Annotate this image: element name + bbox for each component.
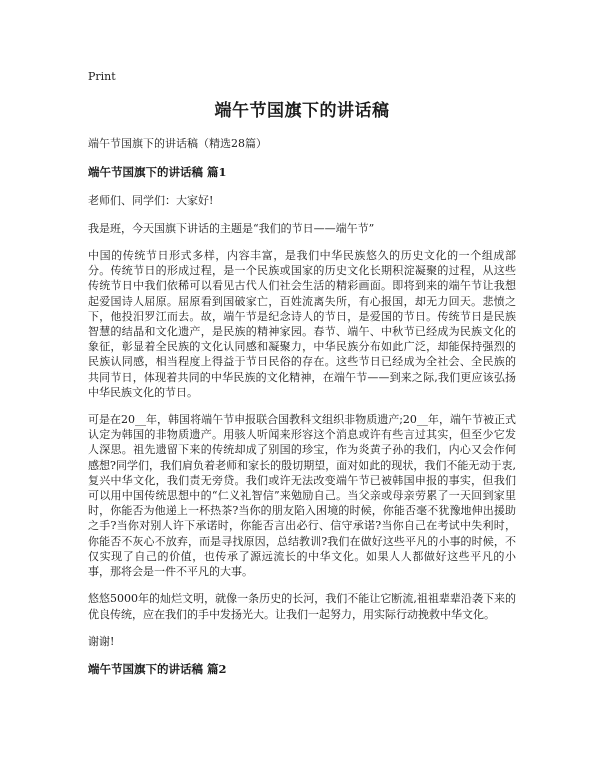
document-subtitle: 端午节国旗下的讲话稿（精选28篇） — [88, 137, 267, 150]
section-heading-1: 端午节国旗下的讲话稿 篇1 — [88, 165, 227, 179]
intro-paragraph: 我是班，今天国旗下讲话的主题是“我们的节日——端午节” — [88, 221, 375, 235]
page-title: 端午节国旗下的讲话稿 — [214, 101, 390, 121]
greeting-paragraph: 老师们、同学们：大家好! — [88, 194, 214, 207]
body-paragraph: 悠悠5000年的灿烂文明，就像一条历史的长河，我们不能让它断流,祖祖辈辈沿袭下来的优良传统，应在我们的手中发扬光大。让我们一起努力，用实际行动挽救中华文化。 — [88, 592, 516, 621]
section-heading-2: 端午节国旗下的讲话稿 篇2 — [88, 661, 227, 676]
closing-paragraph: 谢谢! — [88, 635, 115, 649]
body-paragraph: 可是在20__年，韩国将端午节申报联合国教科文组织非物质遗产;20__年，端午节被正式认定为韩国的非物质遗产。用骇人听闻来形容这个消息或许有些言过其实，但至少它发人深思。祖先遗留下来的传统却成了别国的珍宝，作为炎黄子孙的我们，内心又会作何感想?同学们，我们肩负着老师和家长的殷切期望，面对如此的现状，我们不能无动于衷,复兴中华文化，我们责无旁贷。我们或许无法改变端午节已被韩国申报的事实，但我们可以用中国传统思想中的“仁义礼智信”来勉励自己。当父亲或母亲劳累了一天回到家里时，你能否为他递上一杯热茶?当你的朋友陷入困境的时候，你能否毫不犹豫地伸出援助之手?当你对别人许下承诺时，你能否言出必行、信守承诺?当你自己在考试中失利时，你能否不灰心不放弃，而是寻找原因，总结教训?我们在做好这些平凡的小事的时候，不仅实现了自己的价值，也传承了源远流长的中华文化。如果人人都做好这些平凡的小事，那将会是一件不平凡的大事。 — [88, 413, 516, 579]
body-paragraph: 中国的传统节日形式多样，内容丰富，是我们中华民族悠久的历史文化的一个组成部分。传统节日的形成过程，是一个民族或国家的历史文化长期积淀凝聚的过程，从这些传统节日中我们依稀可以看见古代人们社会生活的精彩画面。即将到来的端午节让我想起爱国诗人屈原。屈原看到国破家亡，百姓流离失所，有心报国，却无力回天。悲愤之下，他投汨罗江而去。故，端午节是纪念诗人的节日，是爱国的节日。传统节日是民族智慧的结晶和文化遗产，是民族的精神家园。春节、端午、中秋节已经成为民族文化的象征，彰显着全民族的文化认同感和凝聚力，中华民族分布如此广泛，却能保持强烈的民族认同感，相当程度上得益于节日民俗的存在。这些节日已经成为全社会、全民族的共同节日，体现着共同的中华民族的文化精神，在端午节——到来之际,我们更应该弘扬中华民族文化的节日。 — [88, 249, 516, 399]
document-page — [88, 70, 516, 690]
print-link[interactable]: Print — [88, 70, 116, 83]
